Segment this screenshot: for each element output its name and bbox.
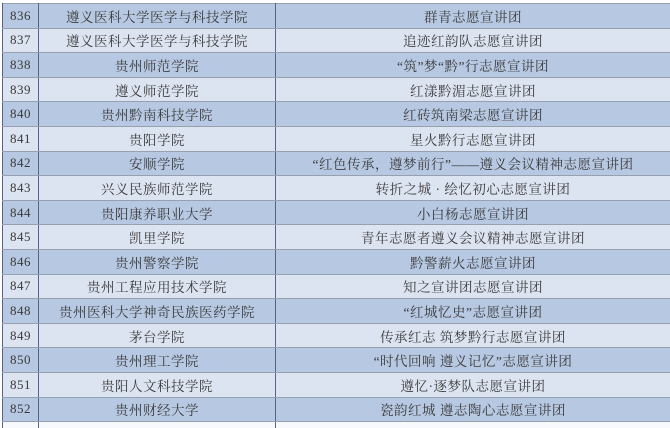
row-number-cell: 840 [3, 102, 39, 127]
institution-cell: 贵州警察学院 [39, 249, 276, 274]
institution-cell: 贵州理工学院 [39, 348, 276, 373]
row-number-cell: 836 [3, 4, 39, 29]
row-number-cell: 851 [3, 372, 39, 397]
team-cell: 青年志愿者遵义会议精神志愿宣讲团 [276, 225, 670, 250]
table-row [3, 102, 670, 127]
institution-cell: 安顺学院 [39, 151, 276, 176]
table-row [3, 225, 670, 250]
table-row [3, 77, 670, 102]
team-cell: 群青志愿宣讲团 [276, 4, 670, 29]
team-cell: 转折之城 · 绘忆初心志愿宣讲团 [276, 176, 670, 201]
row-number-cell: 852 [3, 397, 39, 422]
team-cell: “红城忆史”志愿宣讲团 [276, 299, 670, 324]
institution-cell: 贵阳康养职业大学 [39, 200, 276, 225]
table-row [3, 126, 670, 151]
row-number-cell: 845 [3, 225, 39, 250]
table-row [3, 200, 670, 225]
institution-cell: 遵义师范学院 [39, 77, 276, 102]
row-number-cell: 841 [3, 126, 39, 151]
institution-cell: 茅台学院 [39, 323, 276, 348]
table-row [3, 372, 670, 397]
institution-cell: 贵阳人文科技学院 [39, 372, 276, 397]
table-row [3, 274, 670, 299]
institution-cell: 贵阳学院 [39, 126, 276, 151]
table-row [3, 151, 670, 176]
team-cell: 黔警薪火志愿宣讲团 [276, 249, 670, 274]
team-cell: 追迹红韵队志愿宣讲团 [276, 28, 670, 53]
table-row [3, 323, 670, 348]
team-cell: “时代回响 遵义记忆”志愿宣讲团 [276, 348, 670, 373]
team-cell: 小白杨志愿宣讲团 [276, 200, 670, 225]
institution-cell: 贵州工程应用技术学院 [39, 274, 276, 299]
team-cell: 星火黔行志愿宣讲团 [276, 126, 670, 151]
volunteer-teams-table [2, 3, 670, 428]
row-number-cell: 848 [3, 299, 39, 324]
row-number-cell: 847 [3, 274, 39, 299]
table-row [3, 299, 670, 324]
team-cell: 红漾黔湄志愿宣讲团 [276, 77, 670, 102]
table-row [3, 176, 670, 201]
institution-cell: 贵州财经大学 [39, 397, 276, 422]
team-cell: 知之宣讲团志愿宣讲团 [276, 274, 670, 299]
table-row [3, 4, 670, 29]
row-number-cell: 837 [3, 28, 39, 53]
table-row [3, 53, 670, 78]
table-body [3, 4, 670, 428]
table-row [3, 348, 670, 373]
row-number-cell: 839 [3, 77, 39, 102]
row-number-cell: 846 [3, 249, 39, 274]
institution-cell: 兴义民族师范学院 [39, 176, 276, 201]
row-number-cell: 842 [3, 151, 39, 176]
team-cell: “筑”梦“黔”行志愿宣讲团 [276, 53, 670, 78]
team-cell: 传承红志 筑梦黔行志愿宣讲团 [276, 323, 670, 348]
table-row [3, 28, 670, 53]
team-cell: 遵忆·逐梦队志愿宣讲团 [276, 372, 670, 397]
row-number-cell: 838 [3, 53, 39, 78]
table-row [3, 397, 670, 422]
row-number-cell: 849 [3, 323, 39, 348]
team-cell: 红砖筑南梁志愿宣讲团 [276, 102, 670, 127]
institution-cell: 贵州医科大学神奇民族医药学院 [39, 299, 276, 324]
team-cell: 瓷韵红城 遵志陶心志愿宣讲团 [276, 397, 670, 422]
institution-cell: 贵州师范学院 [39, 53, 276, 78]
institution-cell: 凯里学院 [39, 225, 276, 250]
row-number-cell: 844 [3, 200, 39, 225]
institution-cell: 遵义医科大学医学与科技学院 [39, 4, 276, 29]
institution-cell: 遵义医科大学医学与科技学院 [39, 28, 276, 53]
team-cell: “红色传承，遵梦前行”——遵义会议精神志愿宣讲团 [276, 151, 670, 176]
row-number-cell: 850 [3, 348, 39, 373]
institution-cell: 贵州黔南科技学院 [39, 102, 276, 127]
row-number-cell: 843 [3, 176, 39, 201]
table-row [3, 249, 670, 274]
